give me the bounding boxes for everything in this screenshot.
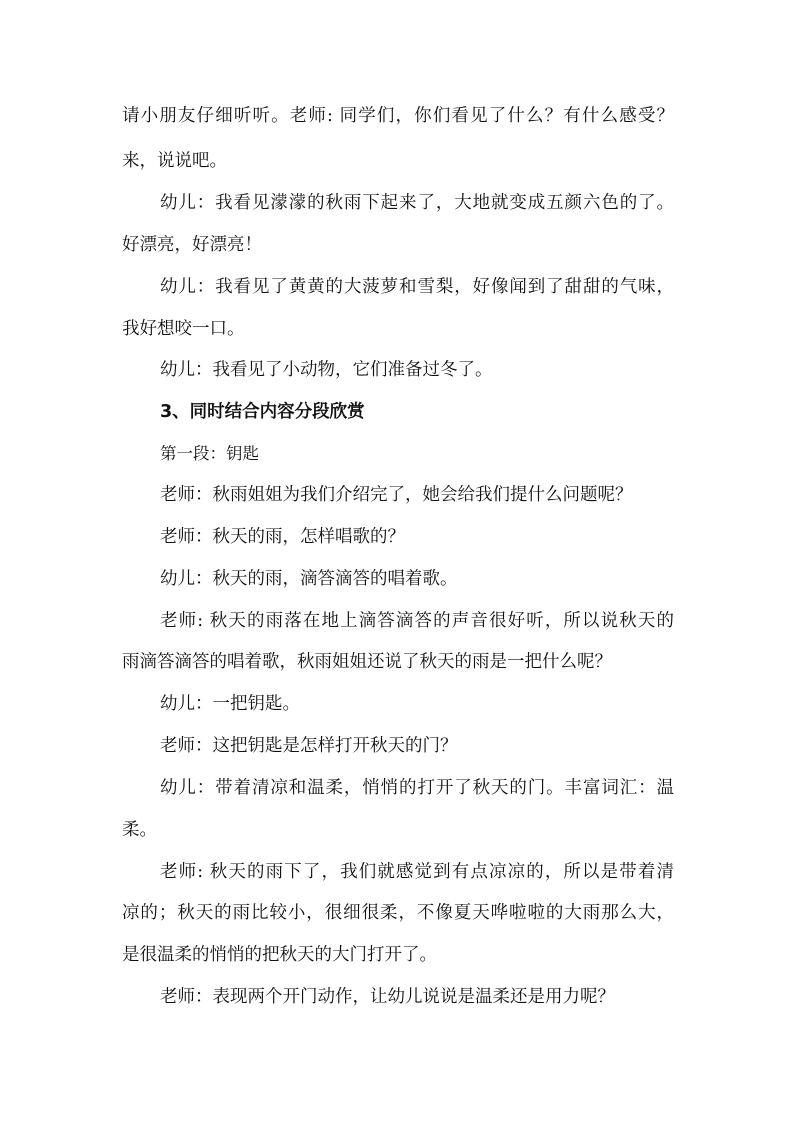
paragraph-line: 幼儿：我看见濛濛的秋雨下起来了，大地就变成五颜六色的了。 [160,193,674,213]
paragraph-line: 我好想咬一口。 [122,319,245,339]
paragraph-line: 老师：这把钥匙是怎样打开秋天的门？ [160,736,458,756]
paragraph-line: 幼儿：秋天的雨，滴答滴答的唱着歌。 [160,569,458,589]
paragraph-line: 请小朋友仔细听听。老师: 同学们，你们看见了什么？有什么感受？ [122,106,674,126]
paragraph-line: 老师: 秋天的雨下了，我们就感觉到有点凉凉的，所以是带着清 [160,862,674,882]
paragraph-line: 是很温柔的悄悄的把秋天的大门打开了。 [122,945,437,965]
paragraph-line: 幼儿：我看见了小动物，它们准备过冬了。 [160,360,493,380]
paragraph-line: 老师：秋天的雨，怎样唱歌的？ [160,527,405,547]
paragraph-line: 老师: 秋天的雨落在地上滴答滴答的声音很好听，所以说秋天的 [160,611,674,631]
paragraph-line: 幼儿：带着清凉和温柔，悄悄的打开了秋天的门。丰富词汇：温 [160,778,674,798]
paragraph-line: 好漂亮，好漂亮！ [122,235,262,255]
paragraph-line: 老师：表现两个开门动作，让幼儿说说是温柔还是用力呢？ [160,987,615,1007]
paragraph-line: 凉的；秋天的雨比较小，很细很柔，不像夏天哗啦啦的大雨那么大， [122,903,674,923]
paragraph-line: 幼儿：我看见了黄黄的大菠萝和雪梨，好像闻到了甜甜的气味， [160,277,674,297]
paragraph-line: 雨滴答滴答的唱着歌，秋雨姐姐还说了秋天的雨是一把什么呢？ [122,652,612,672]
section-heading: 3、同时结合内容分段欣赏 [160,402,365,422]
paragraph-line: 柔。 [122,820,157,840]
subsection-title: 第一段：钥匙 [160,444,259,463]
paragraph-line: 老师：秋雨姐姐为我们介绍完了，她会给我们提什么问题呢？ [160,485,633,505]
paragraph-line: 来，说说吧。 [122,151,227,171]
paragraph-line: 幼儿：一把钥匙。 [160,694,300,714]
